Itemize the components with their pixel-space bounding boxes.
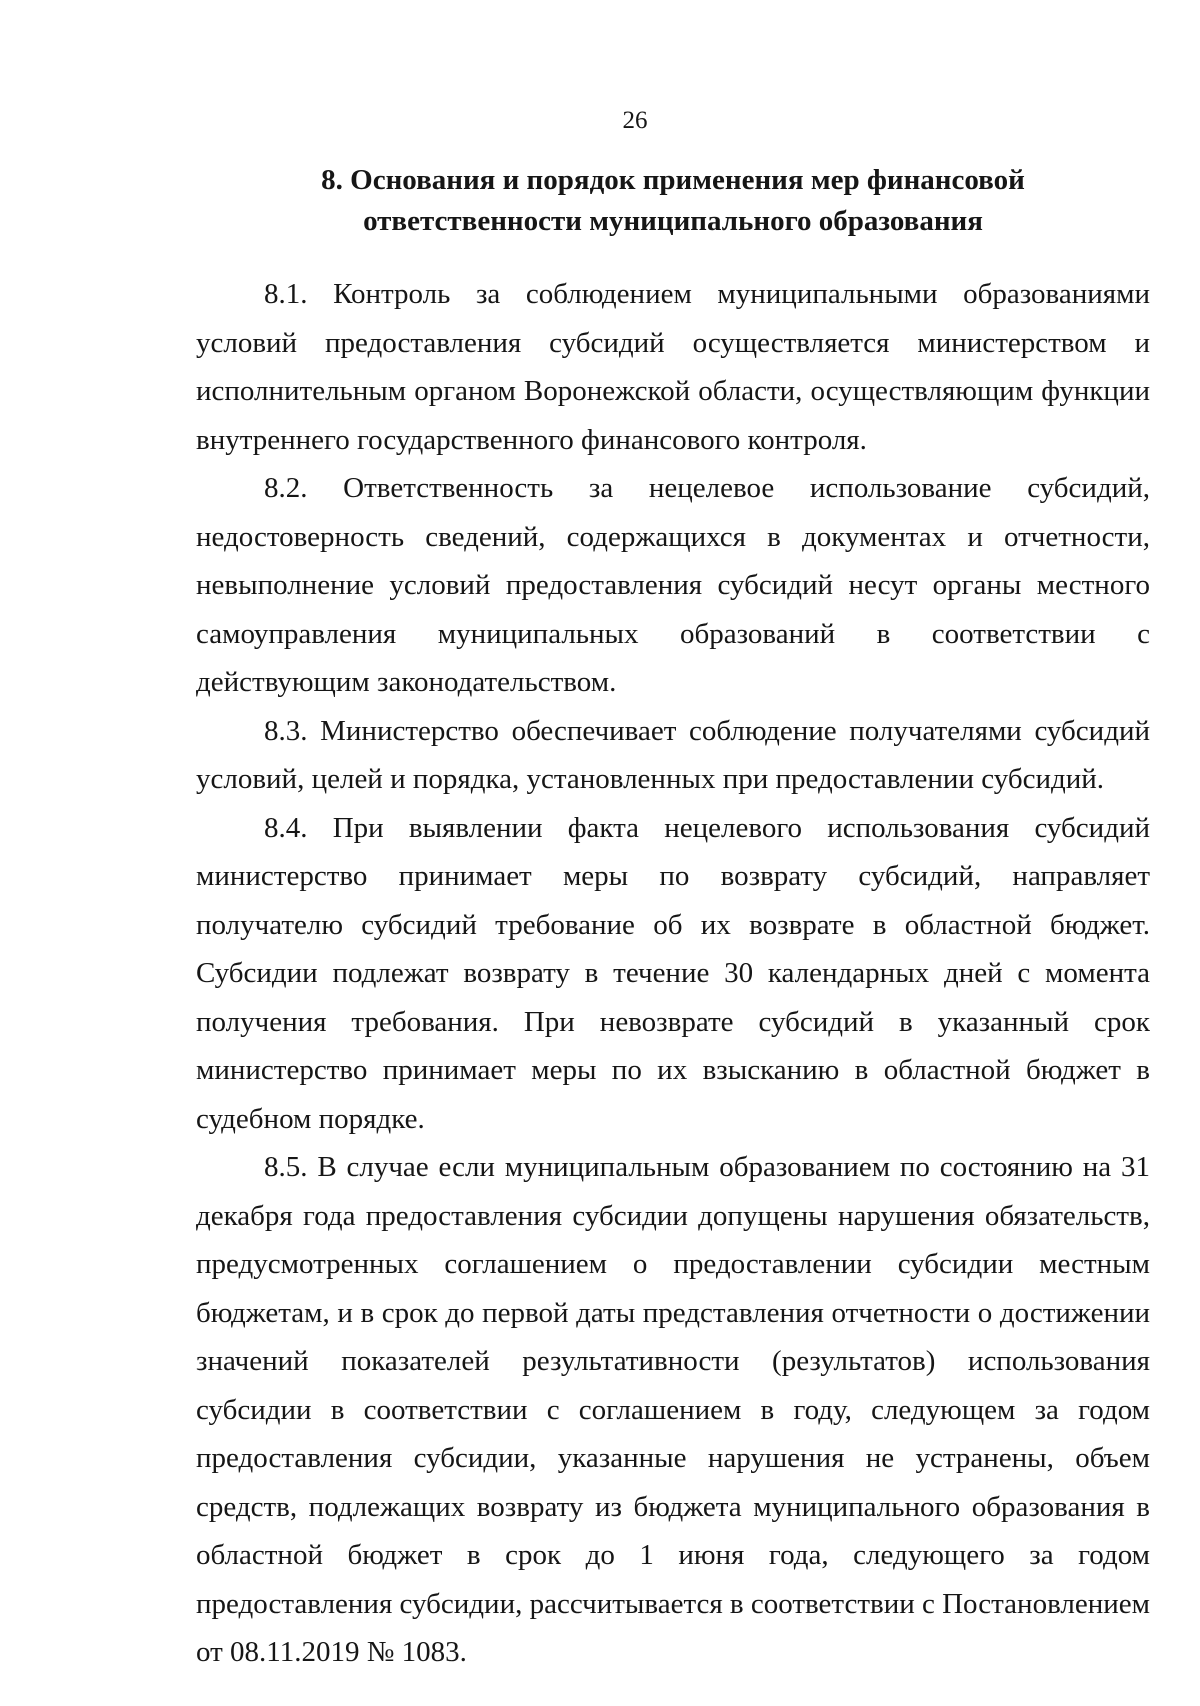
section-heading-line-2: ответственности муниципального образования (363, 205, 983, 237)
page-number: 26 (622, 107, 648, 134)
paragraph-8-1: 8.1. Контроль за соблюдением муниципальными образованиями условий предоставления субсидий осуществляется министерством и исполнительным органом Воронежской области, осуществляющим функции внутреннего государственного финансового контроля. (196, 278, 1150, 456)
paragraph-8-5: 8.5. В случае если муниципальным образованием по состоянию на 31 декабря года предоставления субсидии допущены нарушения обязательств, предусмотренных соглашением о предоставлении субсидии местным бюджетам, и в срок до первой даты представления отчетности о достижении значений показателей результативности (результатов) использования субсидии в соответствии с соглашением в году, следующем за годом предоставления субсидии, указанные нарушения не устранены, объем средств, подлежащих возврату из бюджета муниципального образования в областной бюджет в срок до 1 июня года, следующего за годом предоставления субсидии, рассчитывается в соответствии с Постановлением от 08.11.2019 № 1083. (196, 1151, 1150, 1668)
paragraph-8-3: 8.3. Министерство обеспечивает соблюдение получателями субсидий условий, целей и порядка, установленных при предоставлении субсидий. (196, 714, 1150, 795)
paragraph-8-2: 8.2. Ответственность за нецелевое использование субсидий, недостоверность сведений, содержащихся в документах и отчетности, невыполнение условий предоставления субсидий несут органы местного самоуправления муниципальных образований в соответствии с действующим законодательством. (196, 472, 1150, 698)
paragraph-8-4: 8.4. При выявлении факта нецелевого использования субсидий министерство принимает меры по возврату субсидий, направляет получателю субсидий требование об их возврате в областной бюджет. Субсидии подлежат возврату в течение 30 календарных дней с момента получения требования. При невозврате субсидий в указанный срок министерство принимает меры по их взысканию в областной бюджет в судебном порядке. (196, 811, 1150, 1135)
section-body (196, 270, 1150, 1677)
section-heading-line-1: 8. Основания и порядок применения мер финансовой (321, 164, 1025, 196)
section-heading (196, 160, 1150, 242)
